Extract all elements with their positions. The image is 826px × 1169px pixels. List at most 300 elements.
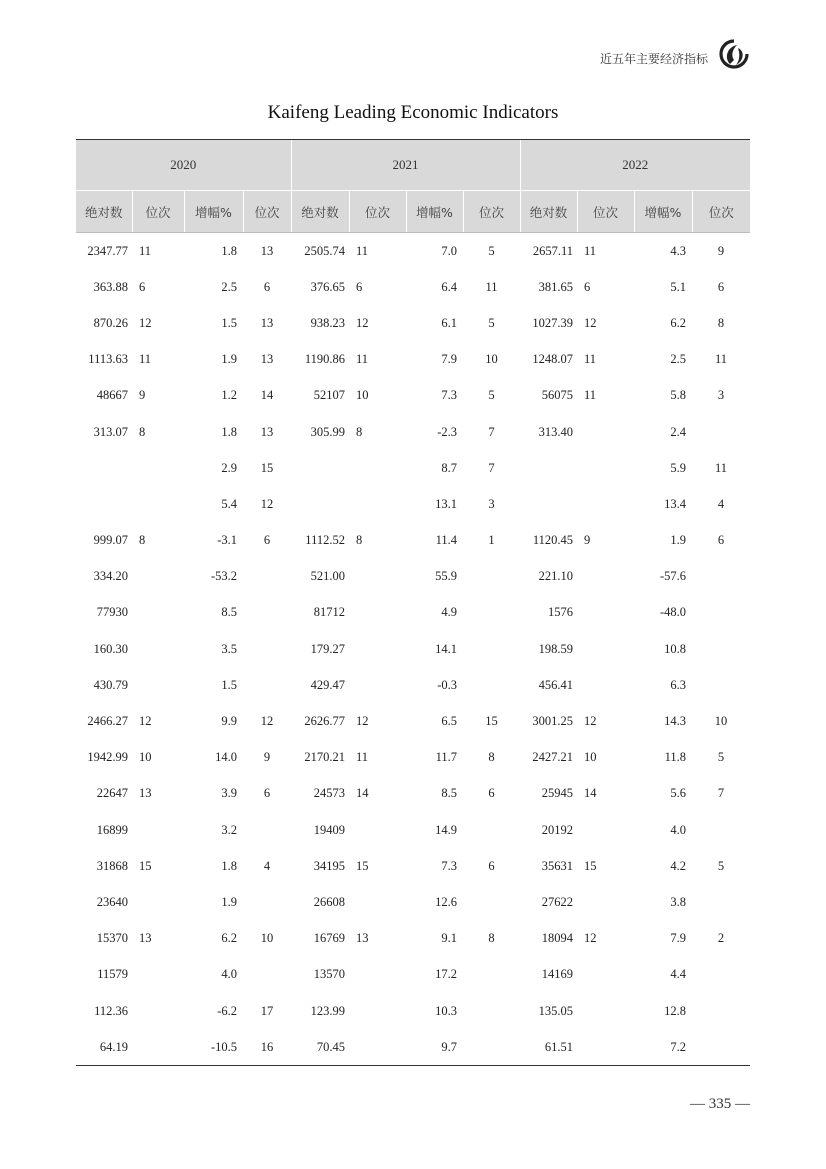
absolute-value-header-2022: 绝对数 bbox=[520, 191, 577, 233]
year-header-2022: 2022 bbox=[520, 140, 750, 191]
rank-cell: 10 bbox=[356, 388, 369, 403]
growth-rank-cell: 11 bbox=[714, 352, 728, 367]
rank-cell bbox=[577, 957, 634, 993]
growth-rate-cell: 2.5 bbox=[221, 279, 237, 294]
growth-rate-cell: 5.8 bbox=[670, 388, 686, 403]
table-row bbox=[76, 486, 750, 522]
growth-rate-cell: 8.5 bbox=[221, 605, 237, 620]
rank-cell: 13 bbox=[356, 931, 369, 946]
absolute-value-cell: 64.19 bbox=[76, 1029, 132, 1066]
growth-rate-cell: -57.6 bbox=[659, 569, 686, 584]
absolute-value-cell: 305.99 bbox=[310, 424, 345, 439]
absolute-value-cell bbox=[291, 450, 349, 486]
rank-cell: 15 bbox=[356, 858, 369, 873]
absolute-value-cell: 11579 bbox=[97, 967, 128, 982]
absolute-value-cell: 123.99 bbox=[310, 1003, 345, 1018]
rank-cell bbox=[132, 631, 184, 667]
growth-rate-cell: 55.9 bbox=[435, 569, 457, 584]
absolute-value-cell: 34195 bbox=[313, 858, 345, 873]
rank-cell: 12 bbox=[584, 315, 597, 330]
rank-cell bbox=[349, 486, 406, 522]
growth-rate-header-2022: 增幅% bbox=[634, 191, 692, 233]
indicator-table-wrapper bbox=[76, 139, 750, 1066]
absolute-value-cell bbox=[520, 450, 577, 486]
absolute-value-cell: 3001.25 bbox=[532, 714, 573, 729]
rank-cell bbox=[132, 486, 184, 522]
growth-rate-cell: 1.8 bbox=[221, 858, 237, 873]
rank-cell bbox=[349, 450, 406, 486]
rank-cell: 11 bbox=[356, 352, 369, 367]
growth-rank-cell: 6 bbox=[263, 279, 271, 294]
growth-rate-cell: 6.2 bbox=[670, 315, 686, 330]
growth-rate-cell: -48.0 bbox=[659, 605, 686, 620]
growth-rank-cell: 12 bbox=[260, 496, 274, 511]
table-row bbox=[76, 342, 750, 378]
absolute-value-cell: 999.07 bbox=[93, 533, 128, 548]
rank-cell bbox=[577, 1029, 634, 1066]
absolute-value-cell: 1190.86 bbox=[304, 352, 345, 367]
growth-rate-cell: 7.2 bbox=[634, 1029, 692, 1066]
growth-rank-cell: 7 bbox=[488, 424, 495, 439]
absolute-value-cell: 2466.27 bbox=[87, 714, 128, 729]
growth-rate-cell: 3.5 bbox=[221, 641, 237, 656]
growth-rate-cell: 3.2 bbox=[221, 822, 237, 837]
absolute-value-cell: 15370 bbox=[96, 931, 128, 946]
rank-cell bbox=[132, 667, 184, 703]
table-row bbox=[76, 559, 750, 595]
growth-rank-cell: 6 bbox=[263, 786, 271, 801]
rank-cell bbox=[577, 414, 634, 450]
rank-cell bbox=[349, 884, 406, 920]
rank-cell bbox=[349, 957, 406, 993]
absolute-value-cell: 112.36 bbox=[94, 1003, 128, 1018]
growth-rate-cell: -53.2 bbox=[210, 569, 237, 584]
growth-rank-cell: 6 bbox=[263, 533, 271, 548]
absolute-value-cell: 61.51 bbox=[520, 1029, 577, 1066]
absolute-value-cell: 1576 bbox=[548, 605, 573, 620]
table-row bbox=[76, 703, 750, 739]
rank-cell bbox=[132, 993, 184, 1029]
table-row bbox=[76, 1029, 750, 1066]
absolute-value-cell: 23640 bbox=[96, 894, 128, 909]
rank-cell: 12 bbox=[139, 714, 152, 729]
growth-rank-cell bbox=[243, 595, 291, 631]
year-header-2021: 2021 bbox=[291, 140, 520, 191]
absolute-value-cell: 381.65 bbox=[538, 279, 573, 294]
rank-cell bbox=[132, 957, 184, 993]
growth-rate-cell: -2.3 bbox=[437, 424, 457, 439]
absolute-value-cell: 2626.77 bbox=[304, 714, 345, 729]
absolute-value-cell: 19409 bbox=[313, 822, 345, 837]
growth-rank-cell: 11 bbox=[714, 460, 728, 475]
absolute-value-cell: 18094 bbox=[541, 931, 573, 946]
absolute-value-cell: 1120.45 bbox=[532, 533, 573, 548]
growth-rank-cell: 8 bbox=[488, 750, 495, 765]
growth-rank-cell: 9 bbox=[717, 243, 725, 258]
growth-rate-cell: 1.9 bbox=[221, 894, 237, 909]
growth-rank-cell bbox=[692, 1029, 750, 1066]
growth-rank-cell bbox=[692, 812, 750, 848]
rank-cell bbox=[349, 812, 406, 848]
growth-rank-cell: 5 bbox=[488, 388, 495, 403]
absolute-value-cell: 430.79 bbox=[93, 677, 128, 692]
growth-rank-cell bbox=[692, 884, 750, 920]
table-row bbox=[76, 378, 750, 414]
growth-rate-cell: 12.8 bbox=[664, 1003, 686, 1018]
growth-rank-cell: 7 bbox=[717, 786, 725, 801]
rank-cell bbox=[577, 631, 634, 667]
rank-cell bbox=[349, 667, 406, 703]
absolute-value-cell bbox=[76, 450, 132, 486]
rank-cell: 11 bbox=[356, 750, 369, 765]
growth-rate-cell: 13.1 bbox=[435, 496, 457, 511]
rank-cell bbox=[577, 667, 634, 703]
rank-header-2022: 位次 bbox=[577, 191, 634, 233]
rank-cell bbox=[577, 486, 634, 522]
table-row bbox=[76, 595, 750, 631]
growth-rate-cell: 1.9 bbox=[670, 533, 686, 548]
rank-cell bbox=[132, 812, 184, 848]
growth-rate-cell: 1.2 bbox=[221, 388, 237, 403]
rank-cell bbox=[132, 884, 184, 920]
growth-rank-cell: 13 bbox=[260, 243, 274, 258]
growth-rate-cell: 11.8 bbox=[664, 750, 686, 765]
table-row bbox=[76, 414, 750, 450]
table-row bbox=[76, 233, 750, 270]
growth-rate-cell: 1.8 bbox=[221, 243, 237, 258]
growth-rate-cell: 1.8 bbox=[221, 424, 237, 439]
growth-rank-header-2022: 位次 bbox=[692, 191, 750, 233]
growth-rate-cell: 8.5 bbox=[441, 786, 457, 801]
growth-rate-cell: 1.5 bbox=[221, 315, 237, 330]
rank-cell bbox=[577, 884, 634, 920]
growth-rate-cell: 2.5 bbox=[670, 352, 686, 367]
absolute-value-cell: 25945 bbox=[541, 786, 573, 801]
rank-cell: 10 bbox=[139, 750, 152, 765]
absolute-value-cell: 31868 bbox=[96, 858, 128, 873]
growth-rate-cell: 3.8 bbox=[670, 894, 686, 909]
absolute-value-cell bbox=[76, 486, 132, 522]
absolute-value-cell: 35631 bbox=[541, 858, 573, 873]
growth-rank-cell: 8 bbox=[717, 315, 725, 330]
growth-rate-cell: 6.2 bbox=[221, 931, 237, 946]
growth-rank-cell: 6 bbox=[488, 858, 495, 873]
growth-rate-cell: 9.1 bbox=[441, 931, 457, 946]
growth-rate-cell: 5.1 bbox=[670, 279, 686, 294]
absolute-value-cell: 48667 bbox=[96, 388, 128, 403]
growth-rate-cell: 7.3 bbox=[441, 858, 457, 873]
absolute-value-cell: 2427.21 bbox=[532, 750, 573, 765]
absolute-value-header-2020: 绝对数 bbox=[76, 191, 132, 233]
growth-rate-cell: 13.4 bbox=[664, 496, 686, 511]
growth-rate-cell: 5.6 bbox=[670, 786, 686, 801]
absolute-value-cell: 52107 bbox=[313, 388, 345, 403]
growth-rate-cell: 7.9 bbox=[670, 931, 686, 946]
growth-rate-cell: -0.3 bbox=[437, 677, 457, 692]
absolute-value-cell: 2347.77 bbox=[87, 243, 128, 258]
growth-rank-cell: 6 bbox=[717, 533, 725, 548]
growth-rank-cell bbox=[243, 667, 291, 703]
page-title: Kaifeng Leading Economic Indicators bbox=[267, 102, 559, 123]
growth-rate-cell: 7.0 bbox=[441, 243, 457, 258]
absolute-value-cell: 429.47 bbox=[310, 677, 345, 692]
growth-rank-cell: 10 bbox=[714, 714, 728, 729]
absolute-value-cell: 77930 bbox=[96, 605, 128, 620]
table-row bbox=[76, 523, 750, 559]
growth-rank-cell: 4 bbox=[717, 496, 725, 511]
table-row bbox=[76, 812, 750, 848]
growth-rank-cell: 3 bbox=[717, 388, 725, 403]
absolute-value-header-2021: 绝对数 bbox=[291, 191, 349, 233]
table-row bbox=[76, 667, 750, 703]
rank-cell: 11 bbox=[356, 243, 369, 258]
growth-rate-cell: 4.9 bbox=[441, 605, 457, 620]
rank-cell bbox=[577, 993, 634, 1029]
rank-cell: 11 bbox=[584, 388, 597, 403]
absolute-value-cell: 363.88 bbox=[93, 279, 128, 294]
absolute-value-cell: 24573 bbox=[313, 786, 345, 801]
absolute-value-cell: 16899 bbox=[96, 822, 128, 837]
growth-rank-cell: 12 bbox=[260, 714, 274, 729]
rank-cell: 14 bbox=[584, 786, 597, 801]
rank-cell bbox=[349, 559, 406, 595]
rank-cell bbox=[132, 559, 184, 595]
rank-cell: 8 bbox=[139, 533, 146, 548]
growth-rate-cell: 9.7 bbox=[406, 1029, 463, 1066]
growth-rank-header-2021: 位次 bbox=[463, 191, 520, 233]
absolute-value-cell: 870.26 bbox=[93, 315, 128, 330]
absolute-value-cell: 26608 bbox=[313, 894, 345, 909]
rank-cell bbox=[577, 595, 634, 631]
table-row bbox=[76, 305, 750, 341]
growth-rate-cell: 8.7 bbox=[441, 460, 457, 475]
table-row bbox=[76, 269, 750, 305]
table-row bbox=[76, 884, 750, 920]
growth-rank-cell: 11 bbox=[485, 279, 498, 294]
growth-rate-cell: 6.3 bbox=[670, 677, 686, 692]
table-row bbox=[76, 993, 750, 1029]
growth-rank-cell bbox=[463, 667, 520, 703]
growth-rate-header-2020: 增幅% bbox=[184, 191, 243, 233]
growth-rank-cell bbox=[692, 559, 750, 595]
growth-rank-cell bbox=[463, 595, 520, 631]
growth-rank-cell bbox=[692, 957, 750, 993]
growth-rate-cell: 7.3 bbox=[441, 388, 457, 403]
growth-rate-cell: 4.0 bbox=[670, 822, 686, 837]
growth-rank-cell: 15 bbox=[260, 460, 274, 475]
growth-rank-cell bbox=[463, 993, 520, 1029]
absolute-value-cell: 521.00 bbox=[310, 569, 345, 584]
growth-rate-cell: 6.4 bbox=[441, 279, 457, 294]
rank-cell bbox=[132, 450, 184, 486]
growth-rank-cell bbox=[243, 631, 291, 667]
growth-rate-cell: 4.4 bbox=[670, 967, 686, 982]
table-body bbox=[76, 233, 750, 1066]
rank-cell bbox=[577, 559, 634, 595]
growth-rate-cell: 4.0 bbox=[221, 967, 237, 982]
rank-cell bbox=[577, 450, 634, 486]
rank-cell bbox=[132, 1029, 184, 1066]
growth-rate-cell: 12.6 bbox=[435, 894, 457, 909]
rank-cell: 11 bbox=[584, 352, 597, 367]
rank-cell bbox=[349, 631, 406, 667]
rank-cell: 12 bbox=[584, 714, 597, 729]
absolute-value-cell: 70.45 bbox=[291, 1029, 349, 1066]
growth-rank-cell bbox=[692, 595, 750, 631]
growth-rank-cell: 16 bbox=[243, 1029, 291, 1066]
growth-rank-cell: 15 bbox=[485, 714, 498, 729]
table-row bbox=[76, 921, 750, 957]
growth-rate-cell: 11.7 bbox=[435, 750, 457, 765]
rank-cell bbox=[349, 993, 406, 1029]
growth-rank-cell bbox=[463, 957, 520, 993]
absolute-value-cell: 14169 bbox=[541, 967, 573, 982]
growth-rank-cell: 17 bbox=[260, 1003, 274, 1018]
table-row bbox=[76, 631, 750, 667]
absolute-value-cell: 2505.74 bbox=[304, 243, 345, 258]
absolute-value-cell: 313.07 bbox=[93, 424, 128, 439]
growth-rate-cell: 17.2 bbox=[435, 967, 457, 982]
growth-rate-cell: 11.4 bbox=[435, 533, 457, 548]
absolute-value-cell: 1942.99 bbox=[87, 750, 128, 765]
growth-rank-cell: 5 bbox=[488, 315, 495, 330]
table-row bbox=[76, 776, 750, 812]
growth-rate-cell: 1.5 bbox=[221, 677, 237, 692]
rank-cell: 6 bbox=[356, 279, 363, 294]
absolute-value-cell: 938.23 bbox=[310, 315, 345, 330]
rank-cell: 11 bbox=[139, 243, 152, 258]
rank-header-2021: 位次 bbox=[349, 191, 406, 233]
absolute-value-cell: 2657.11 bbox=[532, 243, 573, 258]
growth-rank-cell: 14 bbox=[260, 388, 274, 403]
growth-rank-cell bbox=[692, 631, 750, 667]
growth-rank-cell: 3 bbox=[488, 496, 495, 511]
growth-rate-cell: 3.9 bbox=[221, 786, 237, 801]
growth-rate-cell: 9.9 bbox=[221, 714, 237, 729]
absolute-value-cell: 456.41 bbox=[538, 677, 573, 692]
rank-cell bbox=[349, 595, 406, 631]
growth-rate-cell: -3.1 bbox=[217, 533, 237, 548]
absolute-value-cell: 56075 bbox=[541, 388, 573, 403]
growth-rank-cell: 13 bbox=[260, 315, 274, 330]
growth-rank-cell: 5 bbox=[488, 243, 495, 258]
absolute-value-cell: 160.30 bbox=[93, 641, 128, 656]
absolute-value-cell: 334.20 bbox=[93, 569, 128, 584]
growth-rate-cell: 14.0 bbox=[215, 750, 237, 765]
growth-rate-cell: 7.9 bbox=[441, 352, 457, 367]
growth-rank-cell: 13 bbox=[260, 352, 274, 367]
rank-cell: 8 bbox=[356, 424, 363, 439]
growth-rank-cell: 10 bbox=[485, 352, 498, 367]
growth-rank-cell bbox=[692, 414, 750, 450]
growth-rank-cell: 4 bbox=[263, 858, 271, 873]
growth-rank-cell bbox=[243, 812, 291, 848]
growth-rank-cell bbox=[692, 667, 750, 703]
growth-rank-cell: 8 bbox=[488, 931, 495, 946]
rank-cell: 12 bbox=[139, 315, 152, 330]
growth-rank-cell bbox=[463, 812, 520, 848]
growth-rank-cell: 6 bbox=[488, 786, 495, 801]
year-header-row bbox=[76, 140, 750, 191]
running-header: 近五年主要经济指标 bbox=[599, 52, 708, 66]
growth-rate-cell: 10.8 bbox=[664, 641, 686, 656]
rank-cell: 11 bbox=[139, 352, 152, 367]
rank-cell: 12 bbox=[356, 714, 369, 729]
rank-cell: 10 bbox=[584, 750, 597, 765]
growth-rank-cell: 1 bbox=[488, 533, 495, 548]
growth-rank-cell bbox=[463, 559, 520, 595]
table-row bbox=[76, 848, 750, 884]
table-row bbox=[76, 740, 750, 776]
absolute-value-cell bbox=[291, 486, 349, 522]
rank-cell: 15 bbox=[139, 858, 152, 873]
table-row bbox=[76, 957, 750, 993]
growth-rate-cell: 5.4 bbox=[221, 496, 237, 511]
year-header-2020: 2020 bbox=[76, 140, 291, 191]
growth-rank-cell bbox=[463, 884, 520, 920]
growth-rate-header-2021: 增幅% bbox=[406, 191, 463, 233]
growth-rank-cell bbox=[463, 631, 520, 667]
growth-rank-cell bbox=[243, 884, 291, 920]
absolute-value-cell: 81712 bbox=[313, 605, 345, 620]
absolute-value-cell: 135.05 bbox=[538, 1003, 573, 1018]
growth-rank-cell bbox=[692, 993, 750, 1029]
absolute-value-cell: 1113.63 bbox=[88, 352, 128, 367]
absolute-value-cell: 221.10 bbox=[538, 569, 573, 584]
absolute-value-cell: 16769 bbox=[313, 931, 345, 946]
absolute-value-cell: 2170.21 bbox=[304, 750, 345, 765]
rank-cell: 12 bbox=[584, 931, 597, 946]
growth-rate-cell: 14.9 bbox=[435, 822, 457, 837]
rank-cell: 12 bbox=[356, 315, 369, 330]
rank-cell: 8 bbox=[356, 533, 363, 548]
growth-rate-cell: -6.2 bbox=[217, 1003, 237, 1018]
growth-rate-cell: -10.5 bbox=[184, 1029, 243, 1066]
growth-rank-cell: 6 bbox=[717, 279, 725, 294]
rank-cell: 8 bbox=[139, 424, 146, 439]
growth-rate-cell: 2.9 bbox=[221, 460, 237, 475]
absolute-value-cell: 22647 bbox=[96, 786, 128, 801]
rank-cell: 13 bbox=[139, 786, 152, 801]
absolute-value-cell: 198.59 bbox=[538, 641, 573, 656]
publication-logo-icon bbox=[718, 38, 750, 70]
column-header-row bbox=[76, 191, 750, 233]
absolute-value-cell bbox=[520, 486, 577, 522]
rank-header-2020: 位次 bbox=[132, 191, 184, 233]
growth-rank-cell: 10 bbox=[260, 931, 274, 946]
rank-cell: 15 bbox=[584, 858, 597, 873]
page-number: — 335 — bbox=[690, 1096, 750, 1112]
growth-rate-cell: 5.9 bbox=[670, 460, 686, 475]
growth-rank-cell bbox=[463, 1029, 520, 1066]
growth-rank-cell: 5 bbox=[717, 858, 725, 873]
growth-rank-cell: 5 bbox=[717, 750, 725, 765]
growth-rate-cell: 4.3 bbox=[670, 243, 686, 258]
indicator-table bbox=[76, 139, 750, 1066]
rank-cell: 9 bbox=[584, 533, 591, 548]
absolute-value-cell: 13570 bbox=[313, 967, 345, 982]
growth-rank-cell: 7 bbox=[488, 460, 495, 475]
growth-rate-cell: 10.3 bbox=[435, 1003, 457, 1018]
rank-cell: 11 bbox=[584, 243, 597, 258]
absolute-value-cell: 1112.52 bbox=[305, 533, 345, 548]
rank-cell bbox=[132, 595, 184, 631]
rank-cell: 6 bbox=[139, 279, 146, 294]
growth-rank-cell bbox=[243, 559, 291, 595]
rank-cell bbox=[349, 1029, 406, 1066]
absolute-value-cell: 20192 bbox=[541, 822, 573, 837]
growth-rate-cell: 2.4 bbox=[670, 424, 686, 439]
